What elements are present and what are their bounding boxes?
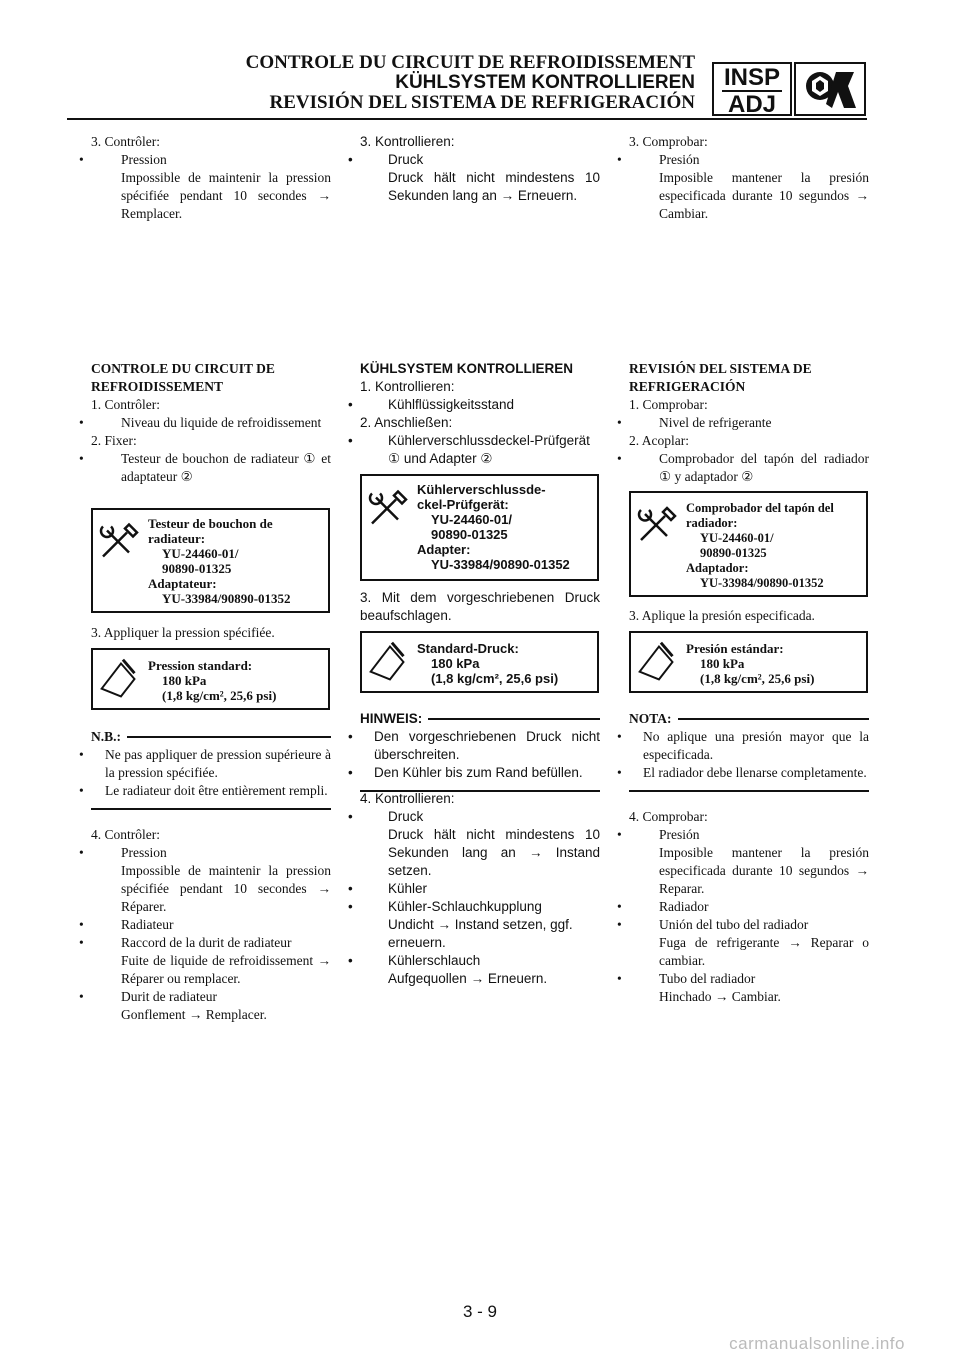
fr-step-4-c: • Raccord de la durit de radiateur <box>91 934 331 952</box>
spec-icon <box>362 633 416 691</box>
de-step-4-d-text: Aufgequollen → Erneuern. <box>388 971 548 986</box>
es-tool-line-3: YU-24460-01/ <box>700 531 774 545</box>
de-step-4-d: • Kühlerschlauch <box>360 952 600 970</box>
es-spec-line-3: (1,8 kg/cm², 25,6 psi) <box>700 671 815 686</box>
fr-top-item: • Pression <box>91 151 331 169</box>
de-tool-line-5: Adapter: <box>417 542 471 557</box>
es-step-3: 3. Aplique la presión especificada. <box>629 608 815 623</box>
fr-section-title-2: REFROIDISSEMENT <box>91 379 224 394</box>
fr-step-4: 4. Contrôler: <box>91 827 160 842</box>
es-step-4-d: • Tubo del radiador <box>629 970 869 988</box>
es-step-2-item: • Comprobador del tapón del radiador ① y adaptador ② <box>629 450 869 486</box>
es-step-1: 1. Comprobar: <box>629 397 708 412</box>
fr-tool-line-5: Adaptateur: <box>148 576 217 591</box>
fr-step-4-c-text: Fuite de liquide de refroidissement → Réparer ou remplacer. <box>121 953 331 986</box>
fr-step-2: 2. Fixer: <box>91 433 137 448</box>
es-tool-line-6: YU-33984/90890-01352 <box>700 576 824 590</box>
de-step-4-b: • Kühler <box>360 880 600 898</box>
fr-step-3: 3. Appliquer la pression spécifiée. <box>91 625 275 640</box>
fr-section <box>91 360 331 486</box>
de-top-step: 3. Kontrollieren: <box>360 134 455 149</box>
header-title-es: REVISIÓN DEL SISTEMA DE REFRIGERACIÓN <box>269 92 695 113</box>
es-note-title: NOTA: <box>629 711 672 726</box>
es-tool-line-2: radiador: <box>686 516 738 530</box>
header-title-de: KÜHLSYSTEM KONTROLLIEREN <box>395 72 695 93</box>
de-top-block <box>360 133 600 205</box>
es-step-2: 2. Acoplar: <box>629 433 689 448</box>
es-step-4-c: • Unión del tubo del radiador <box>629 916 869 934</box>
es-spec-line-1: Presión estándar: <box>686 641 784 656</box>
es-step-4-block <box>629 808 869 1006</box>
insp-adj-badge <box>712 62 792 116</box>
es-note-end-rule <box>629 790 869 792</box>
fr-tool-line-6: YU-33984/90890-01352 <box>162 591 291 606</box>
de-section <box>360 360 600 468</box>
fr-step-4-block <box>91 826 331 1024</box>
fr-note-title: N.B.: <box>91 729 121 744</box>
spec-icon <box>93 650 147 708</box>
de-tool-line-1: Kühlerverschlussde- <box>417 482 546 497</box>
fr-step-3-wrap <box>91 624 331 642</box>
fr-note-end-rule <box>91 808 331 810</box>
de-top-text: Druck hält nicht mindestens 10 Sekunden lang an → Erneuern. <box>388 170 600 203</box>
es-step-4-a-text: Imposible mantener la presión especificada durante 10 segundos → Reparar. <box>659 845 869 896</box>
es-top-block <box>629 133 869 223</box>
de-step-2: 2. Anschließen: <box>360 415 453 430</box>
es-tool-line-4: 90890-01325 <box>700 546 767 560</box>
header-rule <box>67 118 867 120</box>
fr-step-2-item: • Testeur de bouchon de radiateur ① et adaptateur ② <box>91 450 331 486</box>
de-tool-box <box>360 474 599 581</box>
es-step-4: 4. Comprobar: <box>629 809 708 824</box>
es-tool-line-1: Comprobador del tapón del <box>686 501 834 515</box>
de-section-title: KÜHLSYSTEM KONTROLLIEREN <box>360 361 574 376</box>
fr-top-text: Impossible de maintenir la pression spécifiée pendant 10 secondes → Remplacer. <box>121 170 331 221</box>
de-step-3-wrap <box>360 589 600 625</box>
fr-step-4-a-text: Impossible de maintenir la pression spécifiée pendant 10 secondes → Réparer. <box>121 863 331 914</box>
de-step-4-c-text: Undicht → Instand setzen, ggf. erneuern. <box>388 917 573 950</box>
fr-note-2: • Le radiateur doit être entièrement rempli. <box>91 782 331 800</box>
de-step-1: 1. Kontrollieren: <box>360 379 455 394</box>
es-top-text: Imposible mantener la presión especificada durante 10 segundos → Cambiar. <box>659 170 869 221</box>
de-note-2: • Den Kühler bis zum Rand befüllen. <box>360 764 600 782</box>
fr-step-1: 1. Contrôler: <box>91 397 160 412</box>
fr-spec-line-1: Pression standard: <box>148 658 253 673</box>
es-tool-box <box>629 491 868 597</box>
spec-icon <box>631 633 685 691</box>
de-tool-line-2: ckel-Prüfgerät: <box>417 497 509 512</box>
tool-icon <box>93 510 147 611</box>
fr-tool-line-4: 90890-01325 <box>162 561 232 576</box>
de-step-1-item: • Kühlflüssigkeitsstand <box>360 396 600 414</box>
es-section-title-1: REVISIÓN DEL SISTEMA DE <box>629 361 812 376</box>
fr-step-4-d-text: Gonflement → Remplacer. <box>121 1007 267 1022</box>
es-note-1: • No aplique una presión mayor que la especificada. <box>629 728 869 764</box>
fr-step-4-b: • Radiateur <box>91 916 331 934</box>
fr-section-title-1: CONTROLE DU CIRCUIT DE <box>91 361 275 376</box>
es-step-1-item: • Nivel de refrigerante <box>629 414 869 432</box>
fr-spec-box <box>91 648 330 710</box>
badge-adj: ADJ <box>722 90 782 117</box>
de-tool-line-4: 90890-01325 <box>431 527 508 542</box>
es-note <box>629 710 869 792</box>
de-step-4-a-text: Druck hält nicht mindestens 10 Sekunden lang an → Instand setzen. <box>388 827 600 878</box>
wrench-symbol-icon <box>794 62 866 116</box>
es-step-4-d-text: Hinchado → Cambiar. <box>659 989 781 1004</box>
es-note-2: • El radiador debe llenarse completamente. <box>629 764 869 782</box>
es-spec-box <box>629 631 868 693</box>
fr-tool-line-3: YU-24460-01/ <box>162 546 239 561</box>
es-step-4-c-text: Fuga de refrigerante → Reparar o cambiar. <box>659 935 869 968</box>
fr-step-4-d: • Durit de radiateur <box>91 988 331 1006</box>
de-tool-line-3: YU-24460-01/ <box>431 512 512 527</box>
de-spec-line-1: Standard-Druck: <box>417 641 519 656</box>
de-step-4-block <box>360 790 600 988</box>
de-spec-box <box>360 631 599 693</box>
es-step-4-b: • Radiador <box>629 898 869 916</box>
fr-step-1-item: • Niveau du liquide de refroidissement <box>91 414 331 432</box>
es-spec-line-2: 180 kPa <box>700 656 745 671</box>
fr-top-block <box>91 133 331 223</box>
de-spec-line-3: (1,8 kg/cm², 25,6 psi) <box>431 671 559 686</box>
fr-spec-line-3: (1,8 kg/cm², 25,6 psi) <box>162 688 277 703</box>
fr-spec-line-2: 180 kPa <box>162 673 207 688</box>
badge-insp: INSP <box>723 64 780 91</box>
de-spec-line-2: 180 kPa <box>431 656 480 671</box>
tool-icon <box>362 476 416 579</box>
es-step-3-wrap <box>629 607 869 625</box>
header-title-fr: CONTROLE DU CIRCUIT DE REFROIDISSEMENT <box>245 52 695 73</box>
de-note-1: • Den vorgeschriebenen Druck nicht überschreiten. <box>360 728 600 764</box>
es-step-4-a: • Presión <box>629 826 869 844</box>
de-step-4: 4. Kontrollieren: <box>360 791 455 806</box>
de-step-2-item: • Kühlerverschlussdeckel-Prüfgerät ① und Adapter ② <box>360 432 600 468</box>
de-tool-line-6: YU-33984/90890-01352 <box>431 557 570 572</box>
es-top-item: • Presión <box>629 151 869 169</box>
de-top-item: • Druck <box>360 151 600 169</box>
es-top-step: 3. Comprobar: <box>629 134 708 149</box>
de-note-title: HINWEIS: <box>360 711 423 726</box>
tool-icon <box>631 493 685 595</box>
de-step-4-a: • Druck <box>360 808 600 826</box>
es-section <box>629 360 869 486</box>
de-step-3: 3. Mit dem vorgeschriebenen Druck beaufschlagen. <box>360 590 600 623</box>
fr-note-1: • Ne pas appliquer de pression supérieure à la pression spécifiée. <box>91 746 331 782</box>
fr-top-step: 3. Contrôler: <box>91 134 160 149</box>
es-section-title-2: REFRIGERACIÓN <box>629 379 746 394</box>
fr-note <box>91 728 331 810</box>
de-note <box>360 710 600 792</box>
fr-tool-box <box>91 508 330 613</box>
fr-tool-line-2: radiateur: <box>148 531 206 546</box>
fr-tool-line-1: Testeur de bouchon de <box>148 516 273 531</box>
watermark: carmanualsonline.info <box>729 1334 905 1353</box>
de-step-4-c: • Kühler-Schlauchkupplung <box>360 898 600 916</box>
fr-step-4-a: • Pression <box>91 844 331 862</box>
page-number: 3 - 9 <box>462 1302 498 1321</box>
es-tool-line-5: Adaptador: <box>686 561 749 575</box>
